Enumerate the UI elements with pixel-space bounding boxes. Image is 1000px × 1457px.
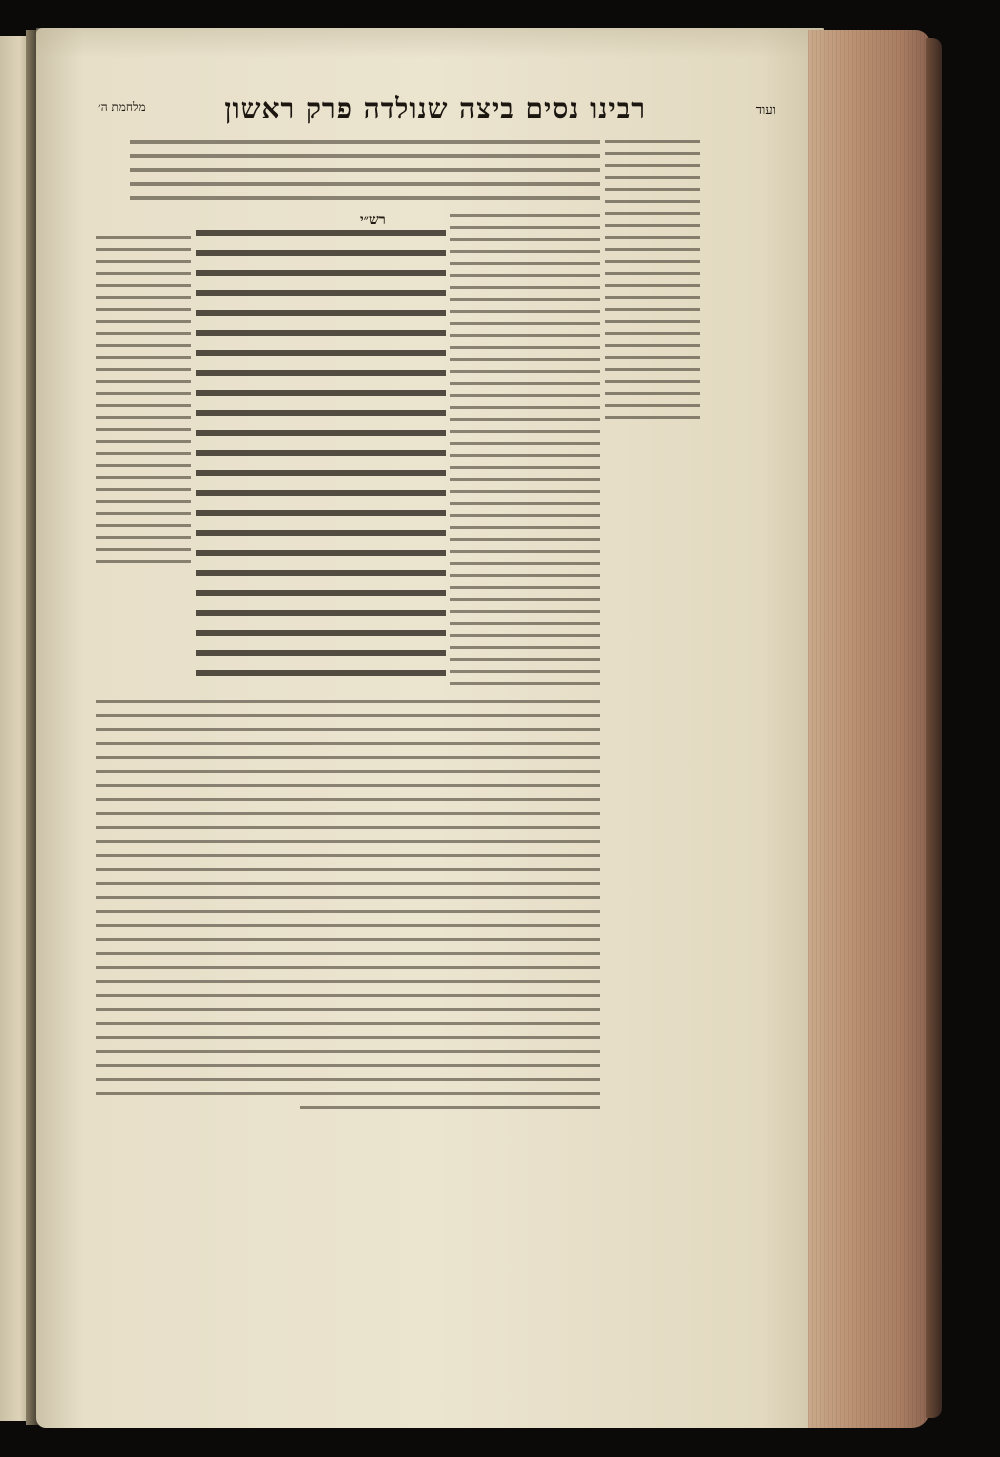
- header-left-label: מלחמת ה׳: [98, 100, 146, 114]
- rashi-column: [96, 236, 191, 563]
- header-right-label: ועוד: [755, 103, 776, 118]
- bottom-commentary: [96, 700, 600, 1109]
- central-text-block: [196, 230, 446, 676]
- rashi-label: רש״י: [360, 212, 386, 228]
- right-narrow-column: [605, 140, 700, 419]
- ran-commentary-column: [450, 214, 600, 685]
- header-title: רבינו נסים ביצה שנולדה פרק ראשון: [224, 92, 646, 125]
- top-paragraph: [130, 140, 600, 200]
